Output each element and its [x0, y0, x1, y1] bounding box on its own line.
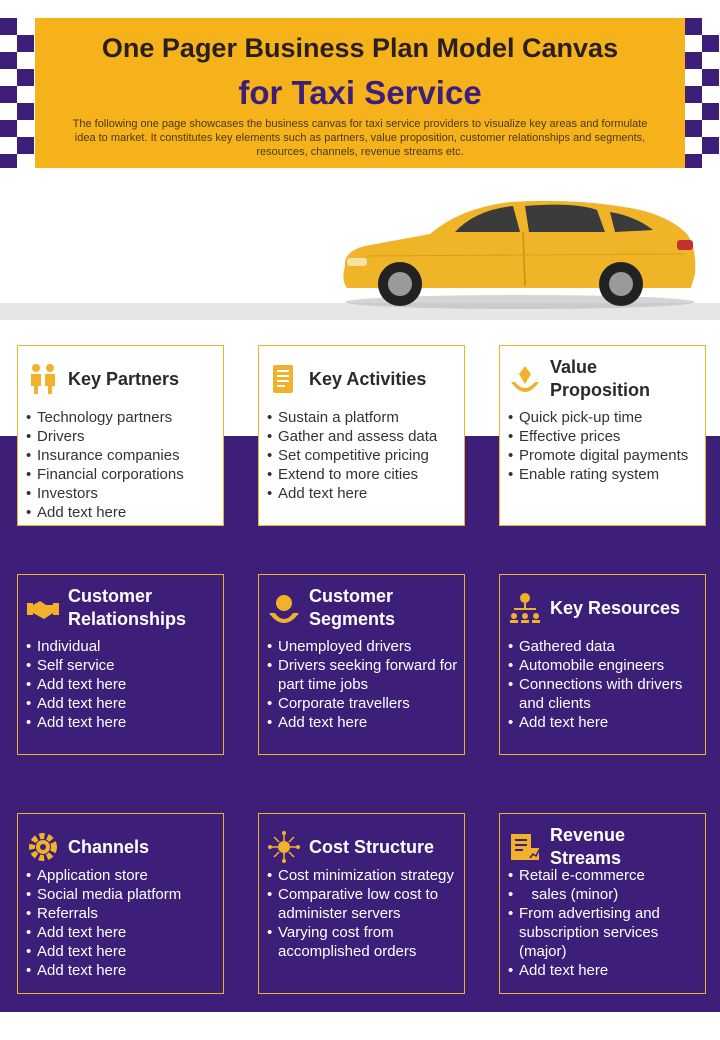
list-item: • Cost minimization strategy	[267, 866, 458, 885]
checker-pattern-right	[685, 18, 720, 168]
page-title: One Pager Business Plan Model Canvas	[101, 33, 619, 63]
list-item: • Add text here	[26, 675, 217, 694]
cost-network-icon	[267, 830, 301, 864]
card-title-cost-structure: Cost Structure	[309, 836, 435, 857]
list-item: • Self service	[26, 656, 217, 675]
list-item: • Set competitive pricing	[267, 446, 458, 465]
list-item: • Varying cost from accomplished orders	[267, 923, 458, 961]
card-value-proposition	[499, 345, 706, 526]
list-item: • Add text here	[26, 923, 217, 942]
list-item: • Add text here	[267, 484, 458, 503]
list-item: • Promote digital payments	[508, 446, 699, 465]
list-key-activities	[267, 408, 458, 503]
list-key-resources	[508, 637, 699, 732]
list-item: • Effective prices	[508, 427, 699, 446]
list-item: • Retail e-commerce	[508, 866, 699, 885]
list-item: • Gather and assess data	[267, 427, 458, 446]
partners-people-icon	[26, 362, 60, 396]
list-item: • Drivers seeking forward for part time jobs	[267, 656, 458, 694]
card-title-channels: Channels	[68, 836, 150, 857]
list-value-proposition	[508, 408, 699, 484]
list-revenue-streams	[508, 866, 699, 980]
handshake-icon	[26, 591, 60, 625]
header-banner	[0, 18, 720, 168]
list-item: • Connections with drivers and clients	[508, 675, 699, 713]
list-item: • Financial corporations	[26, 465, 217, 484]
resources-network-icon	[508, 591, 542, 625]
list-item: • Add text here	[26, 713, 217, 732]
card-key-resources	[499, 574, 706, 755]
list-customer-segments	[267, 637, 458, 732]
revenue-chart-icon	[508, 830, 542, 864]
list-item: • Add text here	[26, 694, 217, 713]
card-channels	[17, 813, 224, 994]
card-title-key-activities: Key Activities	[309, 368, 427, 389]
list-channels	[26, 866, 217, 980]
card-title-customer-relationships: Customer Relationships	[68, 586, 187, 629]
list-item: • Investors	[26, 484, 217, 503]
list-customer-relationships	[26, 637, 217, 732]
list-item: • Sustain a platform	[267, 408, 458, 427]
page-description: The following one page showcases the business canvas for taxi service providers to visualize key areas and formulate idea to market. It constitutes key elements such as partners, value proposition, customer relationships and segments, resources, channels, revenue streams etc.	[72, 118, 648, 158]
card-title-revenue-streams: Revenue Streams	[550, 825, 626, 868]
activities-document-icon	[267, 362, 301, 396]
list-item: • Add text here	[508, 961, 699, 980]
list-item: • Add text here	[26, 942, 217, 961]
list-item: • From advertising and subscription services (major)	[508, 904, 699, 961]
list-cost-structure	[267, 866, 458, 961]
card-title-key-resources: Key Resources	[550, 597, 681, 618]
card-customer-relationships	[17, 574, 224, 755]
card-key-partners	[17, 345, 224, 526]
channels-gear-icon	[26, 830, 60, 864]
card-title-value-proposition: Value Proposition	[550, 357, 650, 400]
card-title-customer-segments: Customer Segments	[309, 586, 396, 629]
list-key-partners	[26, 408, 217, 522]
list-item: • Gathered data	[508, 637, 699, 656]
value-hand-icon	[508, 362, 542, 396]
card-revenue-streams	[499, 813, 706, 994]
list-item: • Quick pick-up time	[508, 408, 699, 427]
list-item: • Add text here	[508, 713, 699, 732]
list-item: • Comparative low cost to administer servers	[267, 885, 458, 923]
list-item: • sales (minor)	[508, 885, 699, 904]
list-item: • Drivers	[26, 427, 217, 446]
list-item: • Insurance companies	[26, 446, 217, 465]
card-customer-segments	[258, 574, 465, 755]
taxi-car-image	[335, 196, 700, 312]
segments-hands-icon	[267, 591, 301, 625]
list-item: • Add text here	[26, 961, 217, 980]
list-item: • Add text here	[26, 503, 217, 522]
list-item: • Add text here	[267, 713, 458, 732]
list-item: • Referrals	[26, 904, 217, 923]
list-item: • Unemployed drivers	[267, 637, 458, 656]
list-item: • Automobile engineers	[508, 656, 699, 675]
checker-pattern-left	[0, 18, 35, 168]
page-title-highlight: for Taxi Service	[238, 74, 482, 111]
list-item: • Extend to more cities	[267, 465, 458, 484]
card-key-activities	[258, 345, 465, 526]
list-item: • Individual	[26, 637, 217, 656]
list-item: • Technology partners	[26, 408, 217, 427]
list-item: • Enable rating system	[508, 465, 699, 484]
list-item: • Social media platform	[26, 885, 217, 904]
card-title-key-partners: Key Partners	[68, 368, 180, 389]
card-cost-structure	[258, 813, 465, 994]
list-item: • Application store	[26, 866, 217, 885]
list-item: • Corporate travellers	[267, 694, 458, 713]
